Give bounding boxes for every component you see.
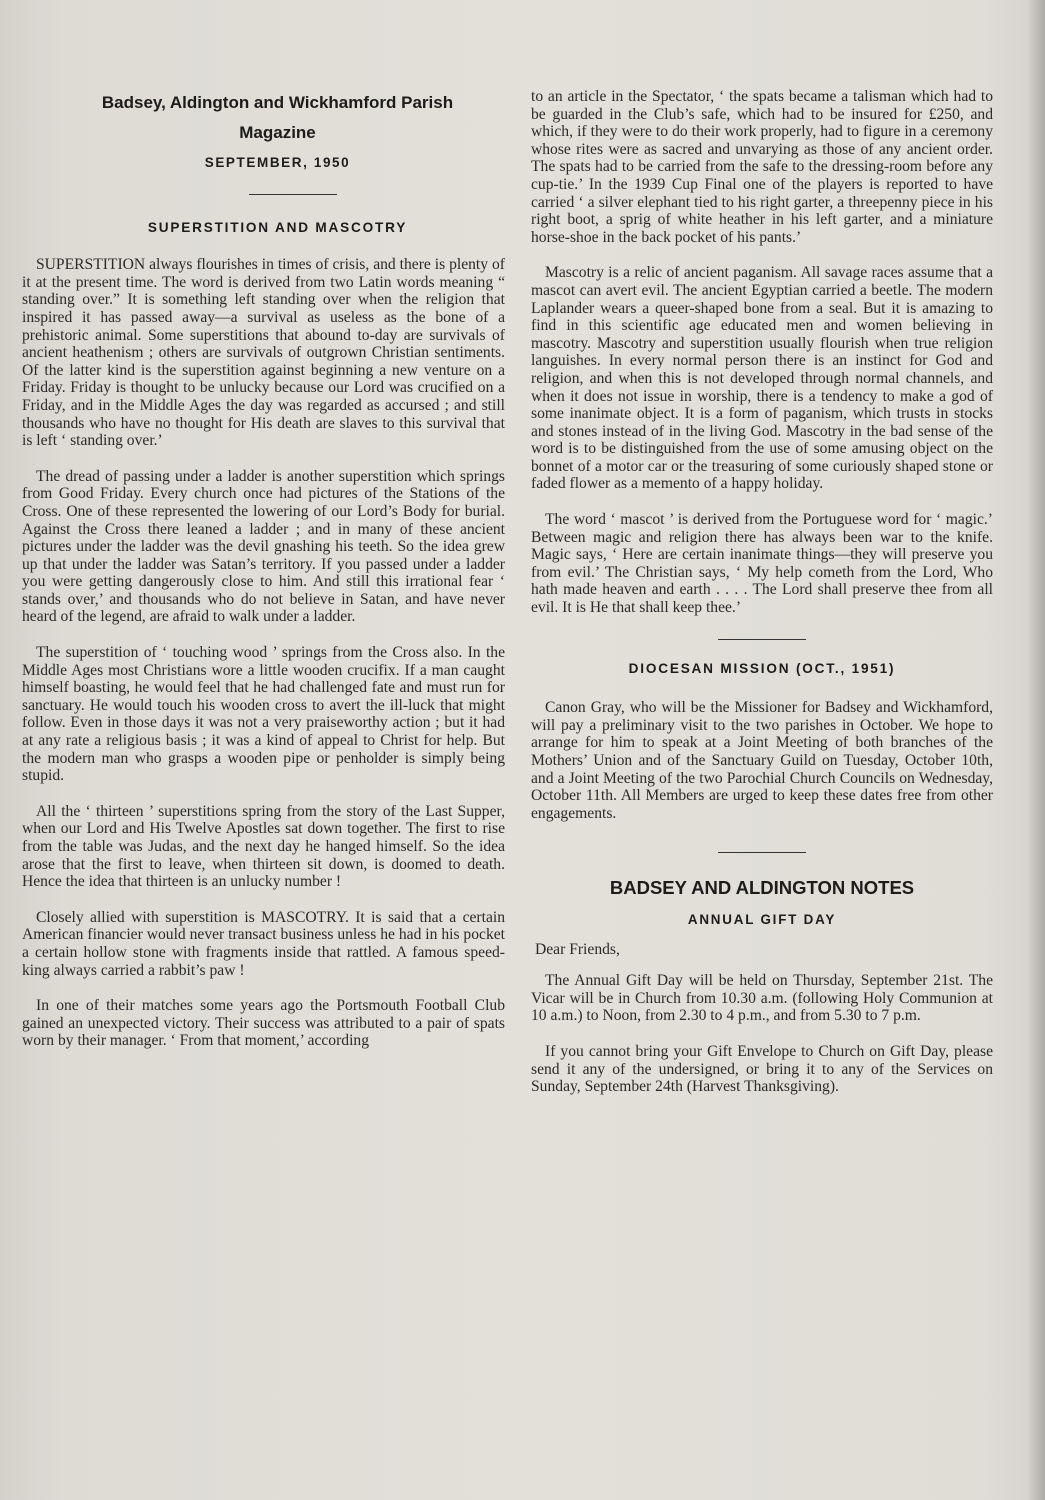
- superstition-paragraph-2: The dread of passing under a ladder is another superstition which springs from Good Friday. Every church once had pictures of the Stations of the Cross. One of these represented the lowering of our Lord’s Body for burial. Against the Cross there leaned a ladder ; and in many of these ancient pictures under the ladder was the devil gnashing his teeth. So the idea grew up that under the ladder was Satan’s territory. If you passed under a ladder you were getting dangerously close to him. And still this irrational fear ‘ stands over,’ and thousands who do not believe in Satan, and have never heard of the legend, are afraid to walk under a ladder.: [22, 467, 505, 626]
- badsey-notes-heading: BADSEY AND ALDINGTON NOTES: [609, 877, 915, 899]
- salutation: Dear Friends,: [535, 940, 620, 958]
- page-edge-shadow: [1027, 0, 1045, 1500]
- diocesan-mission-paragraph: Canon Gray, who will be the Missioner for Badsey and Wickhamford, will pay a preliminary visit to the two parishes in October. We hope to arrange for him to speak at a Joint Meeting of both branches of the Mothers’ Union and of the Sanctuary Guild on Tuesday, October 10th, and a Joint Meeting of the two Parochial Church Councils on Wednesday, October 11th. All Members are urged to keep these dates free from other engagements.: [531, 699, 993, 822]
- superstition-paragraph-5: Closely allied with superstition is MASCOTRY. It is said that a certain American financier would never transact business unless he had in his pocket a certain hollow stone with fragments inside that rattled. A famous speed-king always carried a rabbit’s paw !: [22, 908, 505, 979]
- gift-day-paragraph-1: The Annual Gift Day will be held on Thursday, September 21st. The Vicar will be in Church from 10.30 a.m. (following Holy Communion at 10 a.m.) to Noon, from 2.30 to 4 p.m., and from 5.30 to 7 p.m.: [531, 972, 993, 1025]
- divider-rule: [718, 852, 806, 853]
- divider-rule: [249, 194, 337, 195]
- superstition-continuation: to an article in the Spectator, ‘ the spats became a talisman which had to be guarded in the Club’s safe, which had to be insured for £250, and which, if they were to do their work properly, had to figure in a ceremony whose rites were as sacred and unvarying as those of any ancient order. The spats had to be carried from the safe to the dressing-room before any cup-tie.’ In the 1939 Cup Final one of the players is reported to have carried ‘ a silver elephant tied to his right garter, a threepenny piece in his right boot, a sprig of white heather in his left garter, and a miniature horse-shoe in the back pocket of his pants.’: [531, 88, 993, 246]
- superstition-paragraph-4: All the ‘ thirteen ’ superstitions spring from the story of the Last Supper, when our Lord and His Twelve Apostles sat down together. The first to rise from the table was Judas, and the next day he hanged himself. So the idea arose that the first to leave, when thirteen sit down, is doomed to death. Hence the idea that thirteen is an unlucky number !: [22, 802, 505, 891]
- superstition-paragraph-3: The superstition of ‘ touching wood ’ springs from the Cross also. In the Middle Ages most Christians wore a little wooden crucifix. If a man caught himself boasting, he would feel that he had challenged fate and must run for sanctuary. He would touch his wooden cross to avert the ill-luck that might follow. Even in those days it was not a very praiseworthy action ; but it had at any rate a religious basis ; it was a kind of appeal to Christ for help. But the modern man who grasps a wooden pipe or penholder is simply being stupid.: [22, 644, 505, 785]
- superstition-paragraph-6: In one of their matches some years ago the Portsmouth Football Club gained an unexpected victory. Their success was attributed to a pair of spats worn by their manager. ‘ From that moment,’ according: [22, 997, 505, 1050]
- gift-day-paragraph-2: If you cannot bring your Gift Envelope to Church on Gift Day, please send it any of the undersigned, or bring it to any of the Services on Sunday, September 24th (Harvest Thanksgiving).: [531, 1042, 993, 1096]
- mascotry-paragraph-1: Mascotry is a relic of ancient paganism. All savage races assume that a mascot can avert evil. The ancient Egyptian carried a beetle. The modern Laplander wears a queer-shaped bone from a seal. But it is amazing to find in this scientific age educated men and women believing in mascotry. Mascotry and superstition usually flourish when true religion languishes. In every normal person there is an instinct for God and religion, and when this is not developed through normal channels, and when it does not issue in worship, there is a tendency to make a god of some inanimate object. It is a form of paganism, which trusts in stocks and stones instead of in the living God. Mascotry in the bad sense of the word is to be distinguished from the use of some amusing object on the bonnet of a motor car or the treasuring of some curiously shaped stone or faded flower as a memento of a happy holiday.: [531, 264, 993, 493]
- issue-date: SEPTEMBER, 1950: [204, 155, 351, 170]
- divider-rule: [718, 639, 806, 640]
- diocesan-mission-heading: DIOCESAN MISSION (OCT., 1951): [628, 660, 896, 676]
- superstition-heading: SUPERSTITION AND MASCOTRY: [147, 219, 408, 235]
- left-column: [22, 88, 505, 1068]
- superstition-paragraph-1: SUPERSTITION always flourishes in times of crisis, and there is plenty of it at the present time. The word is derived from two Latin words meaning “ standing over.” It is something left standing over when the religion that inspired it has passed away—a survival as useless as the bone of a prehistoric animal. Some superstitions that abound to-day are survivals of ancient heathenism ; others are survivals of outgrown Christian sentiments. Of the latter kind is the superstition against beginning a new venture on a Friday. Friday is thought to be unlucky because our Lord was crucified on a Friday, and in the Middle Ages the day was regarded as accursed ; and still thousands who have no thought for His death are slaves to this survival that is left ‘ standing over.’: [22, 256, 505, 450]
- masthead-title-line1: Badsey, Aldington and Wickhamford Parish: [101, 93, 454, 112]
- right-column: [531, 88, 993, 1114]
- mascotry-paragraph-2: The word ‘ mascot ’ is derived from the Portuguese word for ‘ magic.’ Between magic and religion there has always been war to the knife. Magic says, ‘ Here are certain inanimate things—they will preserve you from evil.’ The Christian says, ‘ My help cometh from the Lord, Who hath made heaven and earth . . . . The Lord shall preserve thee from all evil. It is He that shall keep thee.’: [531, 511, 993, 617]
- masthead-title-line2: Magazine: [239, 123, 316, 142]
- gift-day-subheading: ANNUAL GIFT DAY: [687, 911, 837, 927]
